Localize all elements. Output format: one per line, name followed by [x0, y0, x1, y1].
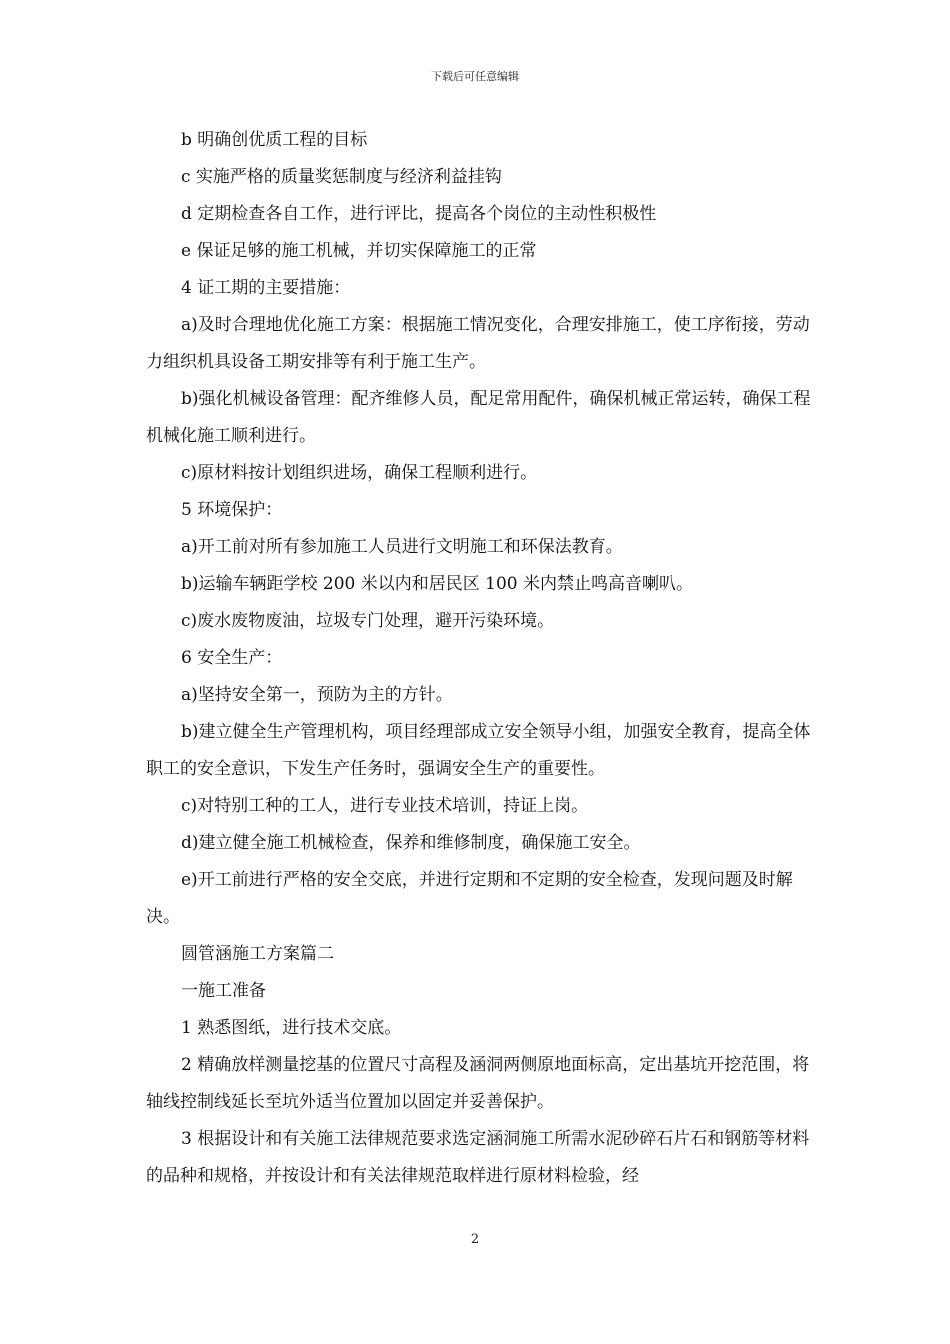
paragraph: b)运输车辆距学校 200 米以内和居民区 100 米内禁止鸣高音喇叭。: [181, 574, 694, 594]
paragraph: 3 根据设计和有关施工法律规范要求选定涵洞施工所需水泥砂碎石片石和钢筋等材料的品种和规格，并按设计和有关法律规范取样进行原材料检验，经: [146, 1129, 810, 1186]
paragraph: b 明确创优质工程的目标: [181, 130, 368, 150]
paragraph: e 保证足够的施工机械，并切实保障施工的正常: [181, 241, 537, 261]
paragraph: c)对特别工种的工人，进行专业技术培训，持证上岗。: [181, 796, 589, 816]
page-header: 下载后可任意编辑: [431, 70, 519, 83]
section-heading: 一施工准备: [181, 981, 266, 1001]
paragraph: c 实施严格的质量奖惩制度与经济利益挂钩: [181, 167, 502, 187]
paragraph: 1 熟悉图纸，进行技术交底。: [181, 1018, 402, 1038]
paragraph: b)强化机械设备管理：配齐维修人员，配足常用配件，确保机械正常运转，确保工程机械化施工顺利进行。: [146, 389, 811, 446]
paragraph: 2 精确放样测量挖基的位置尺寸高程及涵洞两侧原地面标高，定出基坑开挖范围，将轴线控制线延长至坑外适当位置加以固定并妥善保护。: [146, 1055, 810, 1112]
section-heading: 4 证工期的主要措施：: [181, 278, 351, 298]
paragraph: c)原材料按计划组织进场，确保工程顺利进行。: [181, 463, 538, 483]
paragraph: d 定期检查各自工作，进行评比，提高各个岗位的主动性积极性: [181, 204, 657, 224]
paragraph: a)及时合理地优化施工方案：根据施工情况变化，合理安排施工，使工序衔接，劳动力组织机具设备工期安排等有利于施工生产。: [146, 315, 810, 372]
paragraph: b)建立健全生产管理机构，项目经理部成立安全领导小组，加强安全教育，提高全体职工的安全意识，下发生产任务时，强调安全生产的重要性。: [146, 722, 811, 779]
section-heading: 6 安全生产：: [181, 648, 283, 668]
paragraph: e)开工前进行严格的安全交底，并进行定期和不定期的安全检查，发现问题及时解决。: [146, 870, 793, 927]
section-title: 圆管涵施工方案篇二: [181, 944, 334, 964]
paragraph: d)建立健全施工机械检查，保养和维修制度，确保施工安全。: [181, 833, 641, 853]
document-body: [146, 122, 812, 1195]
section-heading: 5 环境保护：: [181, 500, 283, 520]
paragraph: c)废水废物废油，垃圾专门处理，避开污染环境。: [181, 611, 555, 631]
paragraph: a)开工前对所有参加施工人员进行文明施工和环保法教育。: [181, 537, 623, 557]
paragraph: a)坚持安全第一，预防为主的方针。: [181, 685, 453, 705]
page-number: 2: [470, 1232, 480, 1247]
